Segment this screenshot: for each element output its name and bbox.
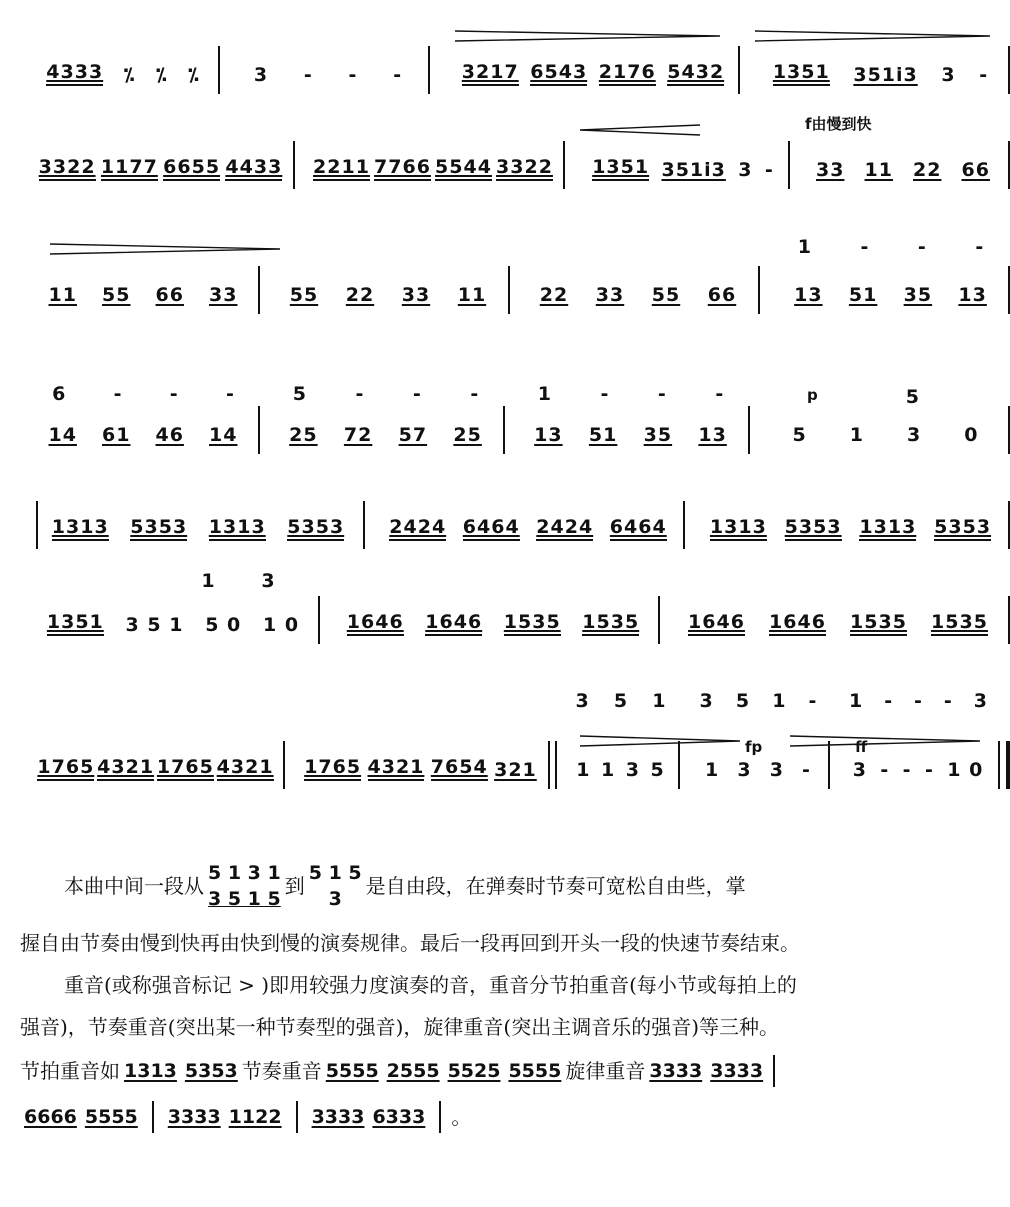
upper-note: 5 bbox=[613, 690, 628, 712]
score-row-2 bbox=[18, 135, 1003, 195]
upper-note: 5 bbox=[292, 383, 306, 405]
note-group: 3322 bbox=[496, 156, 553, 181]
dash-extension: - bbox=[412, 383, 421, 405]
dash-extension: - bbox=[113, 383, 122, 405]
note-group: 3217 bbox=[462, 61, 519, 86]
note-group: 3322 bbox=[39, 156, 96, 181]
note-group: 3 bbox=[253, 64, 269, 86]
dash-extension: - bbox=[880, 759, 890, 781]
note-group: 51 bbox=[588, 424, 618, 446]
note-group: 5 bbox=[650, 759, 665, 781]
p5-n7: 3333 bbox=[649, 1060, 703, 1082]
dash-extension: - bbox=[975, 236, 984, 258]
note-group: 3 bbox=[738, 159, 753, 181]
barline bbox=[678, 741, 680, 789]
note-group: 13 bbox=[958, 284, 987, 306]
note-group: 1535 bbox=[504, 611, 561, 636]
p1-to: 到 bbox=[284, 874, 305, 898]
paragraph-1 bbox=[20, 850, 995, 922]
note-group: 1646 bbox=[425, 611, 482, 636]
note-group: 0 bbox=[964, 424, 979, 446]
p5-n2: 5353 bbox=[184, 1060, 238, 1082]
upper-voice-r4_bar2 bbox=[268, 383, 503, 409]
note-group: 3 bbox=[852, 759, 867, 781]
measure bbox=[303, 135, 563, 195]
p1-from-notation bbox=[208, 860, 281, 912]
note-group: 22 bbox=[345, 284, 375, 306]
note-group: 321 bbox=[494, 759, 537, 781]
barline bbox=[788, 141, 790, 189]
note-group: 1 0 bbox=[263, 614, 300, 636]
note-group: 25 bbox=[289, 424, 318, 446]
dash-extension: - bbox=[470, 383, 479, 405]
repeat-measure-sign: ⁒ bbox=[155, 64, 168, 86]
measure bbox=[28, 135, 293, 195]
measure bbox=[693, 495, 1008, 555]
note-group: 1765 bbox=[157, 756, 214, 781]
note-group: 3 bbox=[769, 759, 784, 781]
measure bbox=[328, 590, 658, 650]
dash-extension: - bbox=[600, 383, 609, 405]
barline bbox=[658, 596, 660, 644]
note-group: 3 bbox=[737, 759, 752, 781]
score-row-3 bbox=[18, 260, 1003, 320]
p6-n4: 1122 bbox=[228, 1106, 282, 1128]
p5-c: 旋律重音 bbox=[565, 1059, 646, 1083]
paragraph-6 bbox=[20, 1094, 995, 1140]
p5-barline bbox=[773, 1055, 775, 1087]
barline bbox=[503, 406, 505, 454]
dash-extension: - bbox=[657, 383, 666, 405]
note-group: 66 bbox=[707, 284, 737, 306]
paragraph-5 bbox=[20, 1048, 995, 1094]
note-group: 33 bbox=[816, 159, 845, 181]
decrescendo-hairpin bbox=[580, 735, 740, 747]
dash-extension: - bbox=[979, 64, 989, 86]
note-group: 4321 bbox=[368, 756, 425, 781]
measure bbox=[28, 400, 258, 460]
note-group: 2424 bbox=[536, 516, 593, 541]
note-group: 1 bbox=[601, 759, 616, 781]
p5-n3: 5555 bbox=[325, 1060, 379, 1082]
dash-extension: - bbox=[917, 236, 926, 258]
upper-note: 3 bbox=[699, 690, 713, 712]
note-group: 51 bbox=[848, 284, 878, 306]
note-group: 11 bbox=[864, 159, 893, 181]
upper-voice-r4_bar4 bbox=[763, 386, 963, 412]
note-group: 13 bbox=[698, 424, 727, 446]
note-group: 14 bbox=[209, 424, 238, 446]
p6-n5: 3333 bbox=[311, 1106, 365, 1128]
upper-note: 1 bbox=[537, 383, 551, 405]
measure bbox=[28, 260, 258, 320]
p6-n6: 6333 bbox=[372, 1106, 426, 1128]
barline bbox=[428, 46, 430, 94]
repeat-measure-sign: ⁒ bbox=[123, 64, 136, 86]
note-group: 33 bbox=[209, 284, 238, 306]
measure bbox=[773, 260, 1008, 320]
barline bbox=[998, 741, 1010, 789]
note-group: 5 bbox=[792, 424, 807, 446]
measure bbox=[33, 495, 363, 555]
note-group: 1313 bbox=[209, 516, 266, 541]
measure bbox=[518, 260, 758, 320]
note-group: 25 bbox=[453, 424, 482, 446]
dash-extension: - bbox=[943, 690, 952, 712]
dynamic-p: p bbox=[807, 386, 818, 404]
note-group: 35 bbox=[643, 424, 673, 446]
p1-from-top: 5 1 3 1 bbox=[208, 862, 281, 884]
p5-b: 节奏重音 bbox=[241, 1059, 322, 1083]
dash-extension: - bbox=[303, 64, 313, 86]
note-group: 13 bbox=[534, 424, 563, 446]
note-group: 5353 bbox=[130, 516, 187, 541]
note-group: 6655 bbox=[163, 156, 220, 181]
barline bbox=[283, 741, 285, 789]
upper-note: 1 bbox=[797, 236, 811, 258]
crescendo-hairpin bbox=[580, 124, 700, 136]
note-group: 5544 bbox=[435, 156, 492, 181]
p6-n2: 5555 bbox=[84, 1106, 138, 1128]
barline bbox=[293, 141, 295, 189]
measure bbox=[268, 260, 508, 320]
p1-end: 是自由段，在弹奏时节奏可宽松自由些，掌 bbox=[365, 874, 746, 898]
note-group: 33 bbox=[401, 284, 431, 306]
note-group: 1765 bbox=[304, 756, 361, 781]
measure bbox=[578, 135, 788, 195]
note-group: 3 bbox=[941, 64, 956, 86]
upper-voice-r4_bar3 bbox=[513, 383, 748, 409]
barline bbox=[738, 46, 740, 94]
note-group: 4333 bbox=[46, 61, 103, 86]
barline bbox=[828, 741, 830, 789]
tempo-marking: f由慢到快 bbox=[805, 115, 872, 133]
p5-n6: 5555 bbox=[508, 1060, 562, 1082]
note-group: 1351 bbox=[773, 61, 830, 86]
upper-note: 1 bbox=[652, 690, 666, 712]
note-group: 6464 bbox=[463, 516, 520, 541]
dash-extension: - bbox=[924, 759, 934, 781]
note-group: 1535 bbox=[582, 611, 639, 636]
p5-n8: 3333 bbox=[710, 1060, 764, 1082]
barline bbox=[318, 596, 320, 644]
note-group: 1 bbox=[849, 424, 864, 446]
note-group: 3 bbox=[625, 759, 640, 781]
p1-to-bottom: 3 bbox=[328, 888, 342, 910]
upper-voice-r3_bar4 bbox=[773, 236, 1008, 262]
dash-extension: - bbox=[914, 690, 922, 712]
note-group: 4321 bbox=[97, 756, 154, 781]
barline bbox=[218, 46, 220, 94]
dash-extension: - bbox=[808, 690, 817, 712]
decrescendo-hairpin bbox=[50, 243, 280, 255]
note-group: 72 bbox=[343, 424, 373, 446]
upper-note: 3 bbox=[575, 690, 589, 712]
measure bbox=[513, 400, 748, 460]
note-group: 61 bbox=[102, 424, 131, 446]
p5-a: 节拍重音如 bbox=[20, 1059, 120, 1083]
paragraph-3: 重音(或称强音标记 > )即用较强力度演奏的音，重音分节拍重音(每小节或每拍上的 bbox=[64, 973, 797, 997]
p6-n1: 6666 bbox=[24, 1106, 77, 1128]
dash-extension: - bbox=[802, 759, 811, 781]
note-group: 14 bbox=[48, 424, 77, 446]
note-group: 46 bbox=[155, 424, 184, 446]
paragraph-2: 握自由节奏由慢到快再由快到慢的演奏规律。最后一段再回到开头一段的快速节奏结束。 bbox=[20, 931, 800, 955]
note-group: 1646 bbox=[688, 611, 745, 636]
note-group: 66 bbox=[961, 159, 990, 181]
note-group: 1765 bbox=[37, 756, 94, 781]
note-group: 5353 bbox=[287, 516, 344, 541]
note-group: 55 bbox=[289, 284, 319, 306]
upper-voice-r6_bar1 bbox=[178, 570, 298, 596]
dash-extension: - bbox=[764, 159, 774, 181]
dash-extension: - bbox=[225, 383, 234, 405]
p6-end: 。 bbox=[451, 1105, 472, 1129]
dynamic-ff: ff bbox=[855, 738, 868, 756]
barline bbox=[563, 141, 565, 189]
note-group: 6464 bbox=[610, 516, 667, 541]
upper-note: 1 bbox=[772, 690, 786, 712]
barline bbox=[363, 501, 365, 549]
decrescendo-hairpin bbox=[790, 735, 980, 747]
note-group: 22 bbox=[913, 159, 942, 181]
note-group: 3 5 1 bbox=[125, 614, 184, 636]
p5-n1: 1313 bbox=[124, 1060, 177, 1082]
note-group: 22 bbox=[539, 284, 569, 306]
dash-extension: - bbox=[902, 759, 912, 781]
upper-voice-r7_bar5 bbox=[838, 690, 998, 716]
barline bbox=[683, 501, 685, 549]
p6-barline-1 bbox=[152, 1101, 154, 1133]
note-group: 1535 bbox=[850, 611, 907, 636]
note-group: 35 bbox=[903, 284, 933, 306]
measure bbox=[448, 40, 738, 100]
repeat-measure-sign: ⁒ bbox=[188, 64, 200, 86]
decrescendo-hairpin bbox=[455, 30, 720, 42]
upper-note: 3 bbox=[261, 570, 275, 592]
measure bbox=[268, 400, 503, 460]
score-row-6 bbox=[18, 590, 1003, 650]
measure bbox=[798, 135, 1008, 195]
dash-extension: - bbox=[348, 64, 358, 86]
note-group: 5353 bbox=[785, 516, 842, 541]
barline bbox=[258, 406, 260, 454]
upper-note: 5 bbox=[905, 386, 919, 408]
barline bbox=[508, 266, 510, 314]
barline bbox=[748, 406, 750, 454]
note-group: 1535 bbox=[931, 611, 988, 636]
note-group: 7654 bbox=[431, 756, 488, 781]
p6-n3: 3333 bbox=[167, 1106, 221, 1128]
measure bbox=[28, 590, 318, 650]
note-group: 2211 bbox=[313, 156, 370, 181]
measure bbox=[293, 735, 548, 795]
note-group: 13 bbox=[794, 284, 823, 306]
note-group: 11 bbox=[48, 284, 77, 306]
dash-extension: - bbox=[715, 383, 724, 405]
note-group: 66 bbox=[155, 284, 184, 306]
upper-note: 1 bbox=[201, 570, 215, 592]
note-group: 1351 bbox=[592, 156, 649, 181]
dynamic-fp: fp bbox=[745, 738, 763, 756]
note-group: 3 bbox=[907, 424, 922, 446]
barline bbox=[258, 266, 260, 314]
note-group: 11 bbox=[457, 284, 487, 306]
p5-n4: 2555 bbox=[386, 1060, 440, 1082]
upper-note: 5 bbox=[735, 690, 750, 712]
note-group: 351i3 bbox=[661, 159, 726, 181]
barline bbox=[758, 266, 760, 314]
dash-extension: - bbox=[860, 236, 869, 258]
note-group: 55 bbox=[102, 284, 131, 306]
note-group: 2176 bbox=[599, 61, 656, 86]
decrescendo-hairpin bbox=[755, 30, 990, 42]
p1-start: 本曲中间一段从 bbox=[64, 874, 204, 898]
upper-voice-r7_bar4 bbox=[688, 690, 828, 716]
note-group: 2424 bbox=[389, 516, 446, 541]
p1-to-top: 5 1 5 bbox=[308, 862, 362, 884]
note-group: 5432 bbox=[667, 61, 724, 86]
note-group: 5353 bbox=[934, 516, 991, 541]
dash-extension: - bbox=[884, 690, 893, 712]
p1-to-notation bbox=[309, 860, 362, 912]
score-row-5 bbox=[18, 495, 1003, 555]
note-group: 55 bbox=[651, 284, 681, 306]
p6-barline-3 bbox=[439, 1101, 441, 1133]
p1-from-bottom: 3 5 1 5 bbox=[208, 888, 281, 910]
upper-voice-r4_bar1 bbox=[28, 383, 258, 409]
note-group: 1177 bbox=[101, 156, 158, 181]
explanation-text bbox=[20, 850, 995, 1140]
p6-barline-2 bbox=[296, 1101, 298, 1133]
note-group: 33 bbox=[595, 284, 625, 306]
dash-extension: - bbox=[355, 383, 364, 405]
dash-extension: - bbox=[393, 64, 403, 86]
upper-voice-r7_bar3 bbox=[563, 690, 678, 716]
barline bbox=[548, 741, 557, 789]
note-group: 4433 bbox=[225, 156, 282, 181]
measure bbox=[28, 40, 218, 100]
p5-n5: 5525 bbox=[447, 1060, 501, 1082]
note-group: 1646 bbox=[769, 611, 826, 636]
note-group: 1313 bbox=[859, 516, 916, 541]
upper-note: 3 bbox=[973, 690, 987, 712]
note-group: 1313 bbox=[710, 516, 767, 541]
note-group: 4321 bbox=[217, 756, 274, 781]
paragraph-4: 强音)，节奏重音(突出某一种节奏型的强音)，旋律重音(突出主调音乐的强音)等三种。 bbox=[20, 1015, 780, 1039]
note-group: 351i3 bbox=[853, 64, 918, 86]
note-group: 1313 bbox=[52, 516, 109, 541]
measure bbox=[668, 590, 1008, 650]
note-group: 1351 bbox=[47, 611, 104, 636]
note-group: 5 0 bbox=[205, 614, 242, 636]
score-row-1 bbox=[18, 40, 1003, 100]
upper-note: 1 bbox=[848, 690, 863, 712]
note-group: 57 bbox=[398, 424, 428, 446]
dash-extension: - bbox=[169, 383, 178, 405]
note-group: 1646 bbox=[347, 611, 404, 636]
measure bbox=[373, 495, 683, 555]
note-group: 6543 bbox=[530, 61, 587, 86]
measure bbox=[228, 40, 428, 100]
note-group: 7766 bbox=[374, 156, 431, 181]
note-group: 1 0 bbox=[947, 759, 984, 781]
note-group: 1 bbox=[705, 759, 720, 781]
upper-note: 6 bbox=[52, 383, 66, 405]
measure bbox=[28, 735, 283, 795]
note-group: 1 bbox=[576, 759, 591, 781]
measure bbox=[753, 40, 1008, 100]
